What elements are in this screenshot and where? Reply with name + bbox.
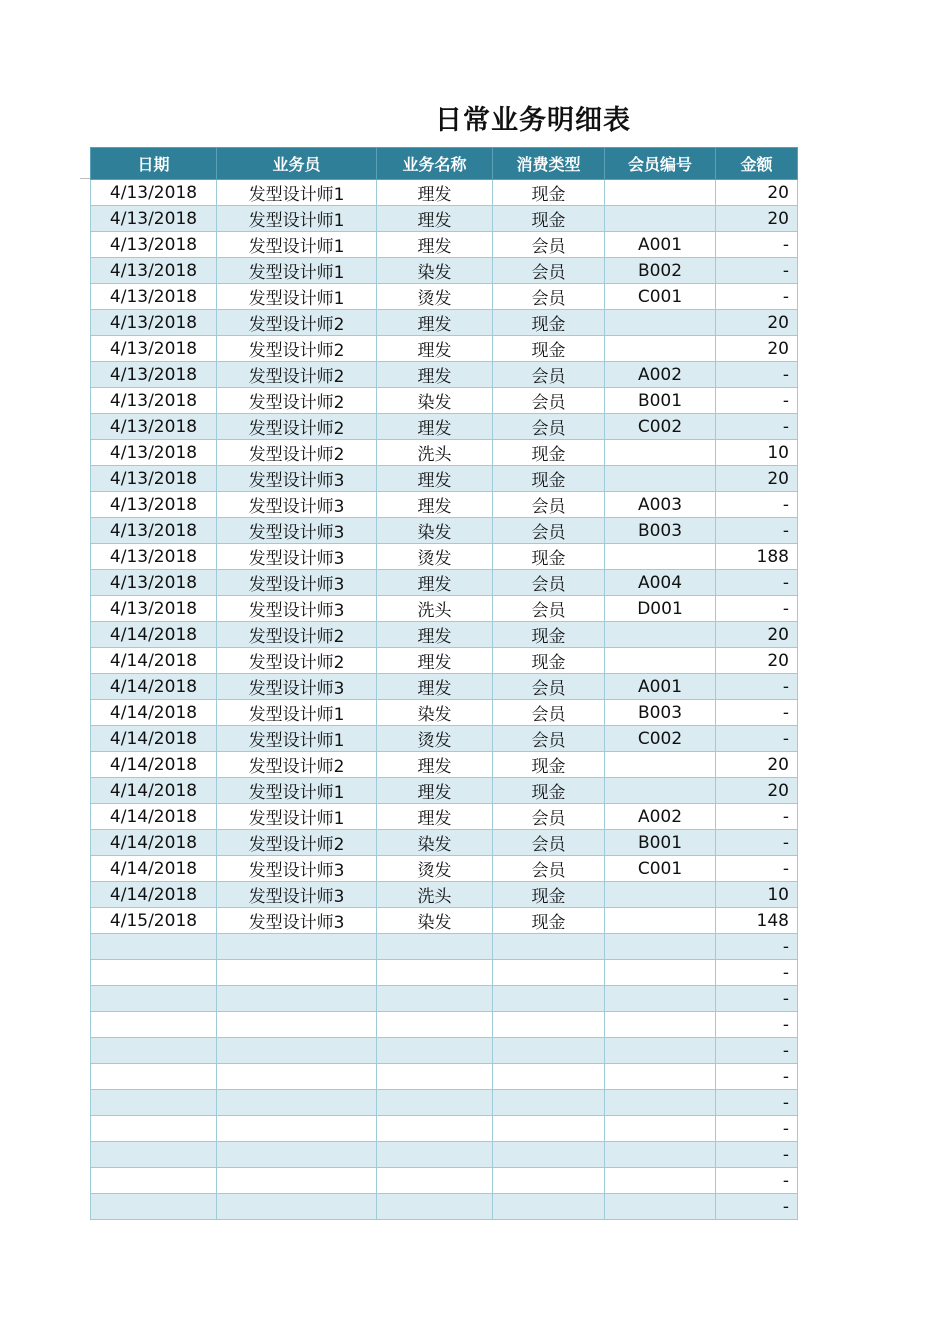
pay-type-cell[interactable]: 现金 bbox=[493, 622, 605, 648]
pay-type-cell[interactable]: 会员 bbox=[493, 492, 605, 518]
service-cell[interactable]: 烫发 bbox=[377, 284, 493, 310]
table-body bbox=[91, 180, 798, 1220]
service-cell[interactable]: 理发 bbox=[377, 648, 493, 674]
pay-type-cell[interactable] bbox=[493, 1142, 605, 1168]
table-row bbox=[91, 492, 798, 518]
member-id-cell[interactable] bbox=[605, 440, 716, 466]
pay-type-cell[interactable] bbox=[493, 1064, 605, 1090]
date-cell[interactable] bbox=[91, 1012, 217, 1038]
date-cell[interactable] bbox=[91, 986, 217, 1012]
date-cell[interactable]: 4/14/2018 bbox=[91, 700, 217, 726]
pay-type-cell[interactable]: 现金 bbox=[493, 752, 605, 778]
staff-cell[interactable] bbox=[217, 1168, 377, 1194]
header-date[interactable]: 日期 bbox=[91, 148, 217, 180]
date-cell[interactable]: 4/14/2018 bbox=[91, 674, 217, 700]
pay-type-cell[interactable]: 会员 bbox=[493, 596, 605, 622]
table-row bbox=[91, 206, 798, 232]
date-cell[interactable]: 4/13/2018 bbox=[91, 284, 217, 310]
member-id-cell[interactable] bbox=[605, 1064, 716, 1090]
staff-cell[interactable]: 发型设计师2 bbox=[217, 440, 377, 466]
service-cell[interactable]: 理发 bbox=[377, 310, 493, 336]
table-row bbox=[91, 1064, 798, 1090]
table-row bbox=[91, 856, 798, 882]
amount-cell[interactable]: - bbox=[716, 726, 798, 752]
member-id-cell[interactable] bbox=[605, 986, 716, 1012]
member-id-cell[interactable] bbox=[605, 960, 716, 986]
member-id-cell[interactable]: A002 bbox=[605, 362, 716, 388]
service-cell[interactable] bbox=[377, 1090, 493, 1116]
date-cell[interactable]: 4/13/2018 bbox=[91, 180, 217, 206]
service-cell[interactable] bbox=[377, 1038, 493, 1064]
staff-cell[interactable]: 发型设计师3 bbox=[217, 596, 377, 622]
service-cell[interactable] bbox=[377, 1142, 493, 1168]
service-cell[interactable]: 理发 bbox=[377, 492, 493, 518]
date-cell[interactable]: 4/13/2018 bbox=[91, 362, 217, 388]
table-row bbox=[91, 232, 798, 258]
amount-cell[interactable]: - bbox=[716, 1090, 798, 1116]
date-cell[interactable]: 4/15/2018 bbox=[91, 908, 217, 934]
service-cell[interactable]: 染发 bbox=[377, 700, 493, 726]
date-cell[interactable]: 4/14/2018 bbox=[91, 752, 217, 778]
pay-type-cell[interactable] bbox=[493, 986, 605, 1012]
service-cell[interactable] bbox=[377, 934, 493, 960]
amount-cell[interactable]: - bbox=[716, 1012, 798, 1038]
table-row bbox=[91, 648, 798, 674]
table-row bbox=[91, 986, 798, 1012]
pay-type-cell[interactable] bbox=[493, 1194, 605, 1220]
staff-cell[interactable]: 发型设计师2 bbox=[217, 622, 377, 648]
member-id-cell[interactable] bbox=[605, 934, 716, 960]
amount-cell[interactable]: - bbox=[716, 570, 798, 596]
service-cell[interactable]: 理发 bbox=[377, 622, 493, 648]
pay-type-cell[interactable]: 现金 bbox=[493, 544, 605, 570]
staff-cell[interactable]: 发型设计师1 bbox=[217, 258, 377, 284]
pay-type-cell[interactable]: 现金 bbox=[493, 466, 605, 492]
date-cell[interactable] bbox=[91, 934, 217, 960]
member-id-cell[interactable]: B003 bbox=[605, 518, 716, 544]
service-cell[interactable]: 烫发 bbox=[377, 544, 493, 570]
pay-type-cell[interactable]: 现金 bbox=[493, 908, 605, 934]
staff-cell[interactable]: 发型设计师3 bbox=[217, 518, 377, 544]
member-id-cell[interactable] bbox=[605, 336, 716, 362]
member-id-cell[interactable]: A003 bbox=[605, 492, 716, 518]
pay-type-cell[interactable]: 现金 bbox=[493, 882, 605, 908]
service-cell[interactable]: 理发 bbox=[377, 570, 493, 596]
table-row bbox=[91, 440, 798, 466]
amount-cell[interactable]: - bbox=[716, 388, 798, 414]
staff-cell[interactable]: 发型设计师2 bbox=[217, 414, 377, 440]
amount-cell[interactable]: - bbox=[716, 934, 798, 960]
table-row bbox=[91, 284, 798, 310]
service-cell[interactable]: 烫发 bbox=[377, 726, 493, 752]
service-cell[interactable]: 理发 bbox=[377, 752, 493, 778]
pay-type-cell[interactable]: 现金 bbox=[493, 648, 605, 674]
header-service[interactable]: 业务名称 bbox=[377, 148, 493, 180]
member-id-cell[interactable] bbox=[605, 1116, 716, 1142]
pay-type-cell[interactable] bbox=[493, 934, 605, 960]
date-cell[interactable]: 4/13/2018 bbox=[91, 596, 217, 622]
member-id-cell[interactable]: C001 bbox=[605, 856, 716, 882]
service-cell[interactable]: 烫发 bbox=[377, 856, 493, 882]
staff-cell[interactable]: 发型设计师2 bbox=[217, 830, 377, 856]
member-id-cell[interactable]: A001 bbox=[605, 674, 716, 700]
table-row bbox=[91, 1090, 798, 1116]
amount-cell[interactable]: - bbox=[716, 1038, 798, 1064]
amount-cell[interactable]: - bbox=[716, 362, 798, 388]
table-row bbox=[91, 908, 798, 934]
staff-cell[interactable]: 发型设计师2 bbox=[217, 336, 377, 362]
service-cell[interactable]: 理发 bbox=[377, 362, 493, 388]
date-cell[interactable]: 4/13/2018 bbox=[91, 544, 217, 570]
staff-cell[interactable]: 发型设计师1 bbox=[217, 206, 377, 232]
member-id-cell[interactable]: A001 bbox=[605, 232, 716, 258]
table-row bbox=[91, 258, 798, 284]
table-row bbox=[91, 570, 798, 596]
pay-type-cell[interactable]: 现金 bbox=[493, 206, 605, 232]
table-row bbox=[91, 674, 798, 700]
date-cell[interactable]: 4/13/2018 bbox=[91, 440, 217, 466]
member-id-cell[interactable] bbox=[605, 466, 716, 492]
pay-type-cell[interactable]: 会员 bbox=[493, 570, 605, 596]
member-id-cell[interactable] bbox=[605, 1168, 716, 1194]
staff-cell[interactable]: 发型设计师2 bbox=[217, 362, 377, 388]
staff-cell[interactable]: 发型设计师3 bbox=[217, 544, 377, 570]
service-cell[interactable]: 理发 bbox=[377, 206, 493, 232]
date-cell[interactable]: 4/13/2018 bbox=[91, 232, 217, 258]
amount-cell[interactable]: - bbox=[716, 674, 798, 700]
amount-cell[interactable]: 20 bbox=[716, 336, 798, 362]
amount-cell[interactable]: 20 bbox=[716, 778, 798, 804]
cell-marker bbox=[80, 178, 90, 179]
service-cell[interactable]: 染发 bbox=[377, 518, 493, 544]
date-cell[interactable]: 4/13/2018 bbox=[91, 466, 217, 492]
amount-cell[interactable]: - bbox=[716, 1116, 798, 1142]
amount-cell[interactable]: - bbox=[716, 830, 798, 856]
member-id-cell[interactable] bbox=[605, 1142, 716, 1168]
staff-cell[interactable]: 发型设计师1 bbox=[217, 778, 377, 804]
date-cell[interactable] bbox=[91, 1116, 217, 1142]
member-id-cell[interactable] bbox=[605, 908, 716, 934]
amount-cell[interactable]: - bbox=[716, 1194, 798, 1220]
service-cell[interactable]: 洗头 bbox=[377, 596, 493, 622]
header-staff[interactable]: 业务员 bbox=[217, 148, 377, 180]
date-cell[interactable] bbox=[91, 1194, 217, 1220]
amount-cell[interactable]: 20 bbox=[716, 310, 798, 336]
member-id-cell[interactable] bbox=[605, 1038, 716, 1064]
date-cell[interactable] bbox=[91, 1090, 217, 1116]
table-row bbox=[91, 778, 798, 804]
date-cell[interactable]: 4/13/2018 bbox=[91, 518, 217, 544]
staff-cell[interactable]: 发型设计师3 bbox=[217, 882, 377, 908]
table-row bbox=[91, 1142, 798, 1168]
amount-cell[interactable]: 188 bbox=[716, 544, 798, 570]
header-pay-type[interactable]: 消费类型 bbox=[493, 148, 605, 180]
table-row bbox=[91, 1168, 798, 1194]
staff-cell[interactable] bbox=[217, 1090, 377, 1116]
member-id-cell[interactable] bbox=[605, 1194, 716, 1220]
pay-type-cell[interactable] bbox=[493, 1168, 605, 1194]
staff-cell[interactable] bbox=[217, 1012, 377, 1038]
date-cell[interactable]: 4/14/2018 bbox=[91, 622, 217, 648]
staff-cell[interactable]: 发型设计师3 bbox=[217, 908, 377, 934]
amount-cell[interactable]: 148 bbox=[716, 908, 798, 934]
staff-cell[interactable]: 发型设计师2 bbox=[217, 388, 377, 414]
staff-cell[interactable]: 发型设计师1 bbox=[217, 804, 377, 830]
amount-cell[interactable]: - bbox=[716, 596, 798, 622]
table-row bbox=[91, 830, 798, 856]
date-cell[interactable]: 4/13/2018 bbox=[91, 414, 217, 440]
service-cell[interactable] bbox=[377, 986, 493, 1012]
pay-type-cell[interactable]: 会员 bbox=[493, 856, 605, 882]
staff-cell[interactable]: 发型设计师1 bbox=[217, 232, 377, 258]
table-row bbox=[91, 1012, 798, 1038]
amount-cell[interactable]: - bbox=[716, 1142, 798, 1168]
member-id-cell[interactable] bbox=[605, 752, 716, 778]
staff-cell[interactable]: 发型设计师2 bbox=[217, 310, 377, 336]
table-row bbox=[91, 336, 798, 362]
table-row bbox=[91, 388, 798, 414]
table-row bbox=[91, 960, 798, 986]
staff-cell[interactable] bbox=[217, 1116, 377, 1142]
date-cell[interactable]: 4/13/2018 bbox=[91, 336, 217, 362]
amount-cell[interactable]: - bbox=[716, 1168, 798, 1194]
staff-cell[interactable]: 发型设计师3 bbox=[217, 674, 377, 700]
staff-cell[interactable]: 发型设计师3 bbox=[217, 492, 377, 518]
pay-type-cell[interactable]: 会员 bbox=[493, 518, 605, 544]
member-id-cell[interactable] bbox=[605, 544, 716, 570]
amount-cell[interactable]: 10 bbox=[716, 440, 798, 466]
service-cell[interactable]: 理发 bbox=[377, 336, 493, 362]
service-cell[interactable]: 理发 bbox=[377, 232, 493, 258]
table-row bbox=[91, 934, 798, 960]
date-cell[interactable]: 4/14/2018 bbox=[91, 804, 217, 830]
member-id-cell[interactable] bbox=[605, 882, 716, 908]
member-id-cell[interactable]: C002 bbox=[605, 414, 716, 440]
amount-cell[interactable]: - bbox=[716, 232, 798, 258]
amount-cell[interactable]: - bbox=[716, 856, 798, 882]
member-id-cell[interactable] bbox=[605, 206, 716, 232]
page-title: 日常业务明细表 bbox=[435, 105, 631, 136]
member-id-cell[interactable]: A002 bbox=[605, 804, 716, 830]
member-id-cell[interactable]: D001 bbox=[605, 596, 716, 622]
amount-cell[interactable]: - bbox=[716, 986, 798, 1012]
amount-cell[interactable]: - bbox=[716, 258, 798, 284]
date-cell[interactable]: 4/14/2018 bbox=[91, 778, 217, 804]
amount-cell[interactable]: - bbox=[716, 284, 798, 310]
member-id-cell[interactable] bbox=[605, 310, 716, 336]
table-row bbox=[91, 518, 798, 544]
amount-cell[interactable]: - bbox=[716, 1064, 798, 1090]
staff-cell[interactable]: 发型设计师3 bbox=[217, 570, 377, 596]
member-id-cell[interactable]: B003 bbox=[605, 700, 716, 726]
pay-type-cell[interactable]: 会员 bbox=[493, 258, 605, 284]
date-cell[interactable]: 4/13/2018 bbox=[91, 388, 217, 414]
table-row bbox=[91, 362, 798, 388]
service-cell[interactable]: 理发 bbox=[377, 804, 493, 830]
pay-type-cell[interactable]: 现金 bbox=[493, 336, 605, 362]
pay-type-cell[interactable] bbox=[493, 1012, 605, 1038]
pay-type-cell[interactable] bbox=[493, 1116, 605, 1142]
service-cell[interactable]: 理发 bbox=[377, 414, 493, 440]
pay-type-cell[interactable]: 会员 bbox=[493, 726, 605, 752]
table-row bbox=[91, 466, 798, 492]
service-cell[interactable]: 理发 bbox=[377, 180, 493, 206]
pay-type-cell[interactable]: 会员 bbox=[493, 700, 605, 726]
member-id-cell[interactable] bbox=[605, 622, 716, 648]
pay-type-cell[interactable]: 会员 bbox=[493, 362, 605, 388]
table-row bbox=[91, 1038, 798, 1064]
amount-cell[interactable]: 20 bbox=[716, 648, 798, 674]
member-id-cell[interactable]: B002 bbox=[605, 258, 716, 284]
pay-type-cell[interactable] bbox=[493, 1038, 605, 1064]
header-amount[interactable]: 金额 bbox=[716, 148, 798, 180]
table-row bbox=[91, 752, 798, 778]
service-cell[interactable] bbox=[377, 1168, 493, 1194]
staff-cell[interactable]: 发型设计师1 bbox=[217, 726, 377, 752]
staff-cell[interactable]: 发型设计师1 bbox=[217, 180, 377, 206]
amount-cell[interactable]: 20 bbox=[716, 206, 798, 232]
pay-type-cell[interactable]: 现金 bbox=[493, 180, 605, 206]
date-cell[interactable]: 4/14/2018 bbox=[91, 882, 217, 908]
table-row bbox=[91, 596, 798, 622]
table-row bbox=[91, 804, 798, 830]
staff-cell[interactable] bbox=[217, 1194, 377, 1220]
pay-type-cell[interactable]: 现金 bbox=[493, 310, 605, 336]
service-cell[interactable]: 理发 bbox=[377, 674, 493, 700]
amount-cell[interactable]: - bbox=[716, 518, 798, 544]
member-id-cell[interactable] bbox=[605, 778, 716, 804]
staff-cell[interactable] bbox=[217, 1064, 377, 1090]
amount-cell[interactable]: 20 bbox=[716, 622, 798, 648]
table-row bbox=[91, 1194, 798, 1220]
service-cell[interactable]: 洗头 bbox=[377, 882, 493, 908]
service-cell[interactable]: 染发 bbox=[377, 258, 493, 284]
staff-cell[interactable]: 发型设计师1 bbox=[217, 284, 377, 310]
amount-cell[interactable]: 20 bbox=[716, 752, 798, 778]
member-id-cell[interactable]: C002 bbox=[605, 726, 716, 752]
staff-cell[interactable]: 发型设计师3 bbox=[217, 856, 377, 882]
date-cell[interactable] bbox=[91, 1064, 217, 1090]
detail-table bbox=[90, 147, 798, 1220]
date-cell[interactable]: 4/13/2018 bbox=[91, 492, 217, 518]
amount-cell[interactable]: - bbox=[716, 700, 798, 726]
member-id-cell[interactable]: C001 bbox=[605, 284, 716, 310]
date-cell[interactable]: 4/14/2018 bbox=[91, 648, 217, 674]
service-cell[interactable]: 染发 bbox=[377, 388, 493, 414]
member-id-cell[interactable] bbox=[605, 648, 716, 674]
amount-cell[interactable]: - bbox=[716, 960, 798, 986]
staff-cell[interactable]: 发型设计师3 bbox=[217, 466, 377, 492]
pay-type-cell[interactable]: 会员 bbox=[493, 674, 605, 700]
date-cell[interactable] bbox=[91, 960, 217, 986]
pay-type-cell[interactable]: 会员 bbox=[493, 414, 605, 440]
date-cell[interactable]: 4/14/2018 bbox=[91, 856, 217, 882]
pay-type-cell[interactable]: 现金 bbox=[493, 778, 605, 804]
staff-cell[interactable]: 发型设计师1 bbox=[217, 700, 377, 726]
amount-cell[interactable]: - bbox=[716, 414, 798, 440]
amount-cell[interactable]: - bbox=[716, 492, 798, 518]
staff-cell[interactable] bbox=[217, 1038, 377, 1064]
table-row bbox=[91, 310, 798, 336]
member-id-cell[interactable]: B001 bbox=[605, 830, 716, 856]
date-cell[interactable]: 4/14/2018 bbox=[91, 726, 217, 752]
service-cell[interactable] bbox=[377, 1194, 493, 1220]
amount-cell[interactable]: 10 bbox=[716, 882, 798, 908]
date-cell[interactable]: 4/13/2018 bbox=[91, 570, 217, 596]
table-row bbox=[91, 622, 798, 648]
staff-cell[interactable] bbox=[217, 960, 377, 986]
pay-type-cell[interactable]: 会员 bbox=[493, 284, 605, 310]
table-row bbox=[91, 700, 798, 726]
member-id-cell[interactable]: B001 bbox=[605, 388, 716, 414]
staff-cell[interactable]: 发型设计师2 bbox=[217, 752, 377, 778]
header-member-id[interactable]: 会员编号 bbox=[605, 148, 716, 180]
service-cell[interactable] bbox=[377, 1116, 493, 1142]
staff-cell[interactable]: 发型设计师2 bbox=[217, 648, 377, 674]
service-cell[interactable] bbox=[377, 1012, 493, 1038]
member-id-cell[interactable] bbox=[605, 1012, 716, 1038]
pay-type-cell[interactable] bbox=[493, 1090, 605, 1116]
service-cell[interactable]: 理发 bbox=[377, 466, 493, 492]
table-row bbox=[91, 544, 798, 570]
amount-cell[interactable]: 20 bbox=[716, 180, 798, 206]
amount-cell[interactable]: - bbox=[716, 804, 798, 830]
table-row bbox=[91, 1116, 798, 1142]
member-id-cell[interactable]: A004 bbox=[605, 570, 716, 596]
date-cell[interactable]: 4/13/2018 bbox=[91, 258, 217, 284]
date-cell[interactable]: 4/13/2018 bbox=[91, 206, 217, 232]
table-header bbox=[91, 148, 798, 180]
pay-type-cell[interactable]: 会员 bbox=[493, 804, 605, 830]
service-cell[interactable] bbox=[377, 1064, 493, 1090]
service-cell[interactable]: 洗头 bbox=[377, 440, 493, 466]
date-cell[interactable] bbox=[91, 1168, 217, 1194]
table-row bbox=[91, 726, 798, 752]
service-cell[interactable]: 染发 bbox=[377, 830, 493, 856]
table-row bbox=[91, 180, 798, 206]
date-cell[interactable]: 4/13/2018 bbox=[91, 310, 217, 336]
service-cell[interactable]: 理发 bbox=[377, 778, 493, 804]
member-id-cell[interactable] bbox=[605, 180, 716, 206]
date-cell[interactable]: 4/14/2018 bbox=[91, 830, 217, 856]
table-row bbox=[91, 414, 798, 440]
table-row bbox=[91, 882, 798, 908]
member-id-cell[interactable] bbox=[605, 1090, 716, 1116]
service-cell[interactable] bbox=[377, 960, 493, 986]
amount-cell[interactable]: 20 bbox=[716, 466, 798, 492]
date-cell[interactable] bbox=[91, 1038, 217, 1064]
pay-type-cell[interactable]: 会员 bbox=[493, 830, 605, 856]
service-cell[interactable]: 染发 bbox=[377, 908, 493, 934]
staff-cell[interactable] bbox=[217, 934, 377, 960]
pay-type-cell[interactable]: 会员 bbox=[493, 388, 605, 414]
pay-type-cell[interactable]: 会员 bbox=[493, 232, 605, 258]
staff-cell[interactable] bbox=[217, 1142, 377, 1168]
pay-type-cell[interactable]: 现金 bbox=[493, 440, 605, 466]
pay-type-cell[interactable] bbox=[493, 960, 605, 986]
date-cell[interactable] bbox=[91, 1142, 217, 1168]
staff-cell[interactable] bbox=[217, 986, 377, 1012]
